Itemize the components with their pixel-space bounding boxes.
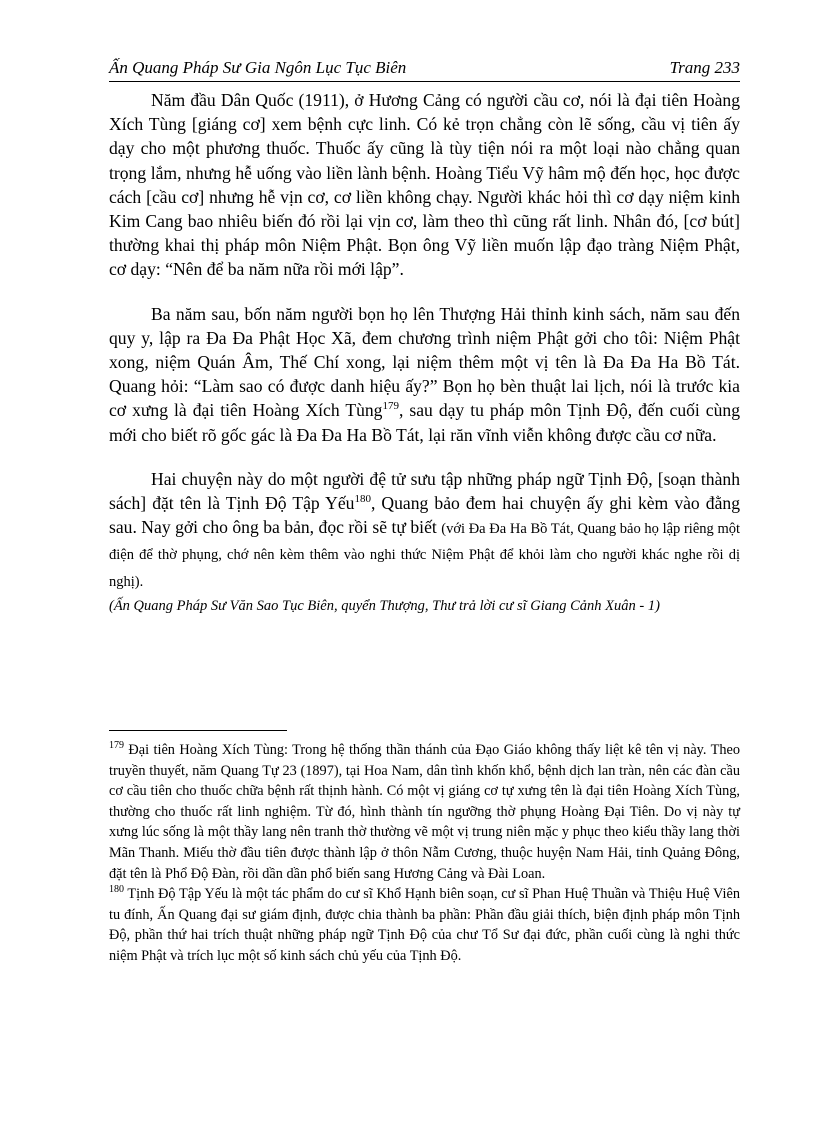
footnote-ref-180[interactable]: 180 bbox=[354, 493, 371, 506]
footnotes bbox=[109, 740, 740, 967]
footnote-separator bbox=[109, 730, 287, 731]
paragraph-2 bbox=[109, 302, 740, 447]
source-citation: (Ấn Quang Pháp Sư Văn Sao Tục Biên, quyển Thượng, Thư trả lời cư sĩ Giang Cảnh Xuân - 1) bbox=[109, 597, 660, 614]
paragraph-2-text-a: Ba năm sau, bốn năm người bọn họ lên Thượng Hải thỉnh kinh sách, năm sau đến quy y, lập ra Đa Đa Phật Học Xã, đem chương trình niệm Phật gởi cho tôi: Niệm Phật xong, niệm Quán Âm, Thế Chí xong, lại niệm thêm một vị tên là Đa Đa Ha Bồ Tát. Quang hỏi: “Làm sao có được danh hiệu ấy?” Bọn họ bèn thuật lai lịch, nói là trước kia cơ xưng là đại tiên Hoàng Xích Tùng bbox=[109, 303, 740, 421]
paragraph-1: Năm đầu Dân Quốc (1911), ở Hương Cảng có người cầu cơ, nói là đại tiên Hoàng Xích Tùng [giáng cơ] xem bệnh cực linh. Có kẻ trọn chẳng còn lẽ sống, cầu vị tiên ấy dạy cho một phương thuốc. Thuốc ấy cũng là tùy tiện nói ra một loại nào chẳng quan trọng lắm, nhưng hễ uống vào liền lành bệnh. Hoàng Tiểu Vỹ hâm mộ đến học, học được cách [cầu cơ] nhưng hễ vịn cơ, cơ liền không chạy. Người khác hỏi thì cơ dạy niệm kinh Kim Cang bao nhiêu biến đó rồi lại vịn cơ, làm theo thì cũng rất linh. Nhân đó, [cơ bút] thường khai thị pháp môn Niệm Phật. Bọn ông Vỹ liền muốn lập đạo tràng Niệm Phật, cơ dạy: “Nên để ba năm nữa rồi mới lập”. bbox=[109, 90, 740, 280]
footnote-180 bbox=[109, 884, 740, 966]
footnote-179 bbox=[109, 740, 740, 884]
paragraph-3-text-b: , Quang bảo đem hai chuyện ấy ghi kèm vào đằng sau. Nay gởi cho ông ba bản, đọc rồi sẽ tự biết bbox=[109, 493, 740, 538]
main-text bbox=[109, 88, 740, 638]
page-header bbox=[109, 55, 740, 82]
paragraph-2-text-b: , sau dạy tu pháp môn Tịnh Độ, đến cuối cùng mới cho biết rõ gốc gác là Đa Đa Ha Bồ Tát, lại răn vĩnh viễn không được cầu cơ nữa. bbox=[109, 400, 741, 445]
page-number: Trang 233 bbox=[669, 58, 740, 77]
footnote-number: 179 bbox=[109, 740, 124, 752]
book-title: Ấn Quang Pháp Sư Gia Ngôn Lục Tục Biên bbox=[109, 58, 407, 77]
footnote-text: Đại tiên Hoàng Xích Tùng: Trong hệ thống thần thánh của Đạo Giáo không thấy liệt kê tên vị này. Theo truyền thuyết, năm Quang Tự 23 (1897), tại Hoa Nam, dân tình khốn khổ, bệnh dịch lan tràn, nên các đàn cầu cơ cầu tiên cho thuốc chữa bệnh rất thịnh hành. Có một vị giáng cơ tự xưng tên là đại tiên Hoàng Xích Tùng, thường cho thuốc rất linh nghiệm. Từ đó, hình thành tín ngưỡng thờ phụng Hoàng Đại Tiên. Do vị này tự xưng lúc sống là một thầy lang nên tranh thờ thường vẽ một vị trung niên mặc y phục theo kiểu thầy lang thời Mãn Thanh. Miếu thờ đầu tiên được thành lập ở thôn Nẫm Cương, thuộc huyện Nam Hải, tỉnh Quảng Đông, đặt tên là Phổ Độ Đàn, rồi dần dần phổ biến sang Hương Cảng và Đài Loan. bbox=[109, 742, 740, 882]
footnote-text: Tịnh Độ Tập Yếu là một tác phẩm do cư sĩ Khổ Hạnh biên soạn, cư sĩ Phan Huệ Thuần và Thiệu Huệ Viên tu đính, Ấn Quang đại sư giám định, được chia thành ba phần: Phần đầu giải thích, biện định pháp môn Tịnh Độ, phần thứ hai trích thuật những pháp ngữ Tịnh Độ của chư Tổ Sư đại đức, phần cuối cùng là nghi thức niệm Phật và trích lục một số kinh sách chủ yếu của Tịnh Độ. bbox=[109, 886, 740, 964]
paragraph-3-text-a: Hai chuyện này do một người đệ tử sưu tập những pháp ngữ Tịnh Độ, [soạn thành sách] đặt tên là Tịnh Độ Tập Yếu bbox=[109, 468, 740, 514]
footnote-ref-179[interactable]: 179 bbox=[382, 400, 399, 413]
paragraph-3-note: (với Đa Đa Ha Bồ Tát, Quang bảo họ lập riêng một điện để thờ phụng, chớ nên kèm thêm vào nghi thức Niệm Phật để khỏi làm cho người khác nghe rồi dị nghị). bbox=[109, 521, 740, 590]
paragraph-3 bbox=[109, 467, 740, 618]
footnote-number: 180 bbox=[109, 884, 124, 896]
